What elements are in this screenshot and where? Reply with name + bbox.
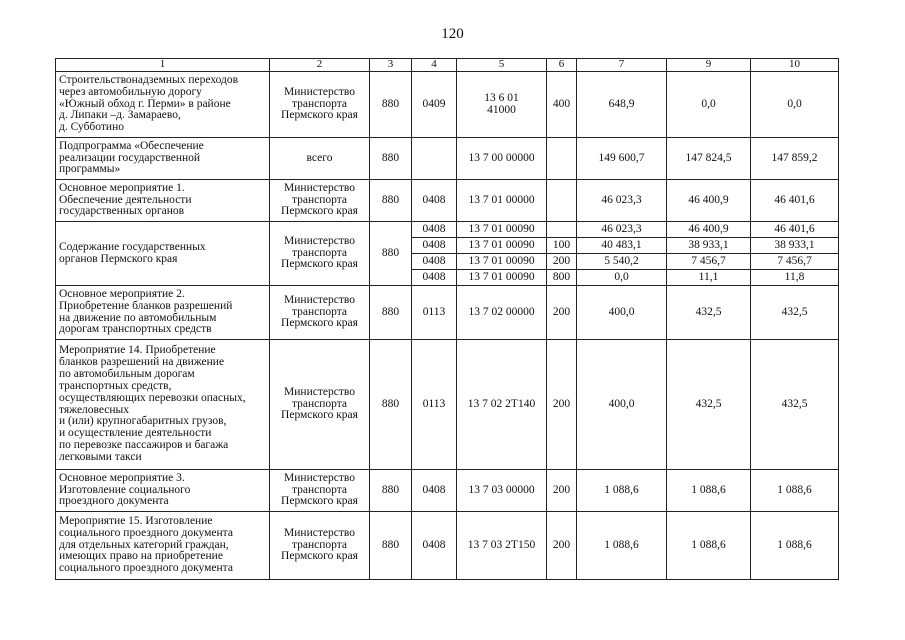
table-row xyxy=(56,286,839,340)
value-col10: 1 088,6 xyxy=(751,470,839,512)
target-code: 13 7 01 00090 xyxy=(457,238,547,254)
value-col10: 46 401,6 xyxy=(751,222,839,238)
table-row xyxy=(56,180,839,222)
value-col9: 432,5 xyxy=(667,286,751,340)
section-code: 0408 xyxy=(412,238,457,254)
item-name: Содержание государственных органов Пермского края xyxy=(56,222,270,286)
value-col10: 7 456,7 xyxy=(751,254,839,270)
target-code: 13 7 03 2Т150 xyxy=(457,512,547,580)
target-code: 13 7 02 2Т140 xyxy=(457,340,547,470)
section-code: 0408 xyxy=(412,470,457,512)
column-header: 7 xyxy=(577,59,667,72)
target-code: 13 7 00 00000 xyxy=(457,138,547,180)
expense-type: 400 xyxy=(547,72,577,138)
value-col7: 400,0 xyxy=(577,340,667,470)
target-code: 13 7 02 00000 xyxy=(457,286,547,340)
item-name: Мероприятие 14. Приобретение бланков разрешений на движение по автомобильным дорогам транспортных средств, осуществляющих перевозки опасных, тяжеловесных и (или) крупногабаритных грузов, и осуществление деятельности по перевозке пассажиров и багажа легковыми такси xyxy=(56,340,270,470)
value-col10: 11,8 xyxy=(751,270,839,286)
expense-type: 200 xyxy=(547,470,577,512)
value-col9: 147 824,5 xyxy=(667,138,751,180)
value-col7: 400,0 xyxy=(577,286,667,340)
value-col9: 432,5 xyxy=(667,340,751,470)
value-col9: 46 400,9 xyxy=(667,222,751,238)
gr-code: 880 xyxy=(370,470,412,512)
column-header: 4 xyxy=(412,59,457,72)
table-header-row xyxy=(56,59,839,72)
item-name: Основное мероприятие 2. Приобретение бланков разрешений на движение по автомобильным дорогам транспортных средств xyxy=(56,286,270,340)
section-code: 0408 xyxy=(412,270,457,286)
section-code: 0113 xyxy=(412,286,457,340)
value-col7: 149 600,7 xyxy=(577,138,667,180)
administrator: Министерство транспорта Пермского края xyxy=(270,286,370,340)
expense-type xyxy=(547,180,577,222)
value-col10: 0,0 xyxy=(751,72,839,138)
value-col7: 46 023,3 xyxy=(577,180,667,222)
column-header: 9 xyxy=(667,59,751,72)
value-col7: 0,0 xyxy=(577,270,667,286)
column-header: 1 xyxy=(56,59,270,72)
section-code: 0408 xyxy=(412,180,457,222)
expense-type xyxy=(547,138,577,180)
column-header: 5 xyxy=(457,59,547,72)
expense-type: 200 xyxy=(547,286,577,340)
value-col10: 432,5 xyxy=(751,340,839,470)
value-col9: 11,1 xyxy=(667,270,751,286)
target-code: 13 7 03 00000 xyxy=(457,470,547,512)
value-col7: 1 088,6 xyxy=(577,470,667,512)
administrator: Министерство транспорта Пермского края xyxy=(270,222,370,286)
target-code: 13 6 01 41000 xyxy=(457,72,547,138)
administrator: Министерство транспорта Пермского края xyxy=(270,180,370,222)
table-row xyxy=(56,138,839,180)
table-row xyxy=(56,72,839,138)
expense-type: 800 xyxy=(547,270,577,286)
section-code xyxy=(412,138,457,180)
value-col7: 648,9 xyxy=(577,72,667,138)
target-code: 13 7 01 00090 xyxy=(457,254,547,270)
page-number: 120 xyxy=(441,26,464,42)
column-header: 2 xyxy=(270,59,370,72)
item-name: Основное мероприятие 3. Изготовление социального проездного документа xyxy=(56,470,270,512)
value-col9: 7 456,7 xyxy=(667,254,751,270)
administrator: Министерство транспорта Пермского края xyxy=(270,340,370,470)
gr-code: 880 xyxy=(370,72,412,138)
table-row xyxy=(56,222,839,238)
section-code: 0408 xyxy=(412,512,457,580)
expense-type: 200 xyxy=(547,512,577,580)
target-code: 13 7 01 00090 xyxy=(457,270,547,286)
column-header: 6 xyxy=(547,59,577,72)
value-col9: 0,0 xyxy=(667,72,751,138)
value-col10: 46 401,6 xyxy=(751,180,839,222)
column-header: 3 xyxy=(370,59,412,72)
gr-code: 880 xyxy=(370,286,412,340)
item-name: Основное мероприятие 1. Обеспечение деятельности государственных органов xyxy=(56,180,270,222)
target-code: 13 7 01 00090 xyxy=(457,222,547,238)
value-col10: 147 859,2 xyxy=(751,138,839,180)
section-code: 0408 xyxy=(412,254,457,270)
section-code: 0408 xyxy=(412,222,457,238)
value-col10: 38 933,1 xyxy=(751,238,839,254)
administrator: Министерство транспорта Пермского края xyxy=(270,470,370,512)
section-code: 0409 xyxy=(412,72,457,138)
administrator: всего xyxy=(270,138,370,180)
expense-type: 200 xyxy=(547,254,577,270)
table-row xyxy=(56,512,839,580)
expense-type: 100 xyxy=(547,238,577,254)
item-name: Подпрограмма «Обеспечение реализации государственной программы» xyxy=(56,138,270,180)
gr-code: 880 xyxy=(370,138,412,180)
value-col9: 1 088,6 xyxy=(667,470,751,512)
table-row xyxy=(56,340,839,470)
item-name: Строительствонадземных переходов через автомобильную дорогу «Южный обход г. Перми» в районе д. Липаки –д. Замараево, д. Субботино xyxy=(56,72,270,138)
item-name: Мероприятие 15. Изготовление социального проездного документа для отдельных категорий граждан, имеющих право на приобретение социального проездного документа xyxy=(56,512,270,580)
budget-table xyxy=(55,58,839,580)
section-code: 0113 xyxy=(412,340,457,470)
expense-type: 200 xyxy=(547,340,577,470)
value-col7: 1 088,6 xyxy=(577,512,667,580)
expense-type xyxy=(547,222,577,238)
administrator: Министерство транспорта Пермского края xyxy=(270,72,370,138)
table-row xyxy=(56,470,839,512)
gr-code: 880 xyxy=(370,180,412,222)
column-header: 10 xyxy=(751,59,839,72)
target-code: 13 7 01 00000 xyxy=(457,180,547,222)
value-col9: 1 088,6 xyxy=(667,512,751,580)
value-col9: 38 933,1 xyxy=(667,238,751,254)
value-col10: 1 088,6 xyxy=(751,512,839,580)
gr-code: 880 xyxy=(370,512,412,580)
gr-code: 880 xyxy=(370,222,412,286)
value-col7: 46 023,3 xyxy=(577,222,667,238)
administrator: Министерство транспорта Пермского края xyxy=(270,512,370,580)
value-col10: 432,5 xyxy=(751,286,839,340)
gr-code: 880 xyxy=(370,340,412,470)
value-col7: 5 540,2 xyxy=(577,254,667,270)
value-col9: 46 400,9 xyxy=(667,180,751,222)
value-col7: 40 483,1 xyxy=(577,238,667,254)
